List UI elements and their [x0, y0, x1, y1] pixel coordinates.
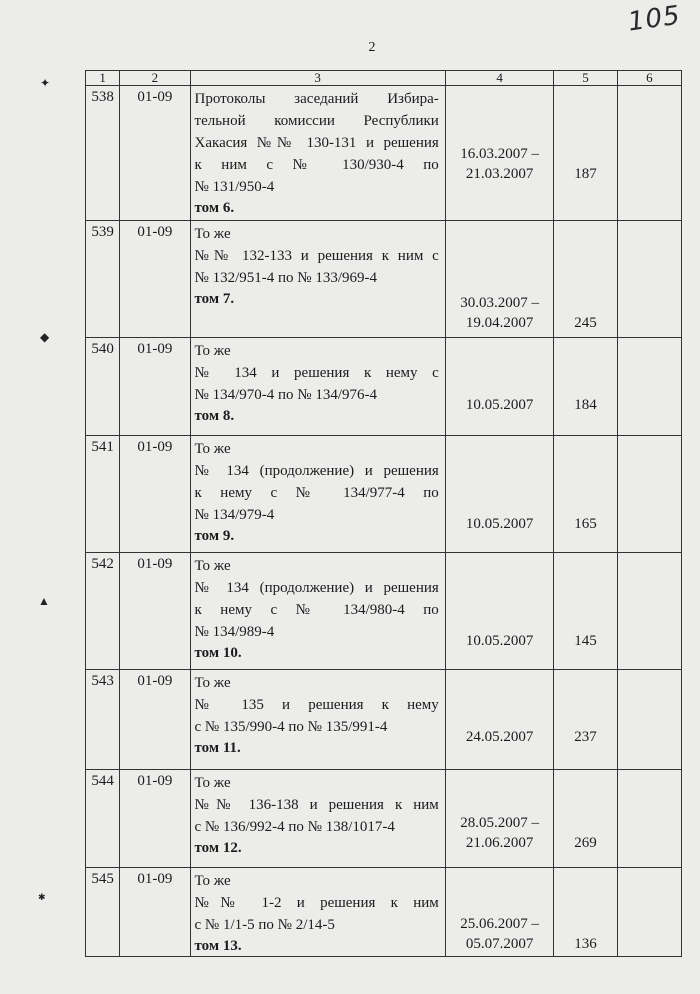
- description-line: Протоколы заседаний Избира-: [194, 91, 439, 107]
- description-line: № 134 (продолжение) и решения: [194, 580, 439, 596]
- record-number: 538: [86, 86, 120, 221]
- page-count-value: 245: [574, 315, 597, 331]
- page-count: [554, 553, 617, 670]
- record-number: 545: [86, 868, 120, 957]
- table-header-row: [86, 71, 682, 86]
- description-line: № 134/970-4 по № 134/976-4: [194, 387, 377, 403]
- page-count-value: 187: [574, 166, 597, 182]
- record-dates: [445, 770, 554, 868]
- record-index: 01-09: [120, 553, 190, 670]
- description-line: №№ 132-133 и решения к ним с: [194, 248, 439, 264]
- description-line: Хакасия №№ 130-131 и решения: [194, 135, 439, 151]
- record-note: [617, 553, 681, 670]
- table-row: [86, 338, 682, 436]
- binding-hole-mark: ✦: [40, 76, 51, 90]
- record-index: 01-09: [120, 770, 190, 868]
- volume-label: том 6.: [194, 200, 235, 216]
- page-count: [554, 868, 617, 957]
- column-header: 5: [554, 71, 617, 86]
- record-number: 542: [86, 553, 120, 670]
- page-count: [554, 770, 617, 868]
- record-note: [617, 338, 681, 436]
- record-description: [190, 436, 445, 553]
- volume-label: том 13.: [194, 938, 242, 954]
- table-row: [86, 553, 682, 670]
- date-line: 28.05.2007 –: [460, 815, 539, 831]
- volume-label: том 11.: [194, 740, 241, 756]
- date-line: 05.07.2007: [465, 936, 534, 952]
- record-index: 01-09: [120, 670, 190, 770]
- table-row: [86, 221, 682, 338]
- record-note: [617, 868, 681, 957]
- record-number: 540: [86, 338, 120, 436]
- record-description: [190, 553, 445, 670]
- date-line: 16.03.2007 –: [460, 146, 539, 162]
- record-number: 543: [86, 670, 120, 770]
- column-header: 4: [445, 71, 554, 86]
- description-line: тельной комиссии Республики: [194, 113, 439, 129]
- description-line: № 135 и решения к нему: [194, 697, 439, 713]
- date-line: 10.05.2007: [465, 516, 534, 532]
- page-count-value: 165: [574, 516, 597, 532]
- binding-hole-mark: ▲: [38, 594, 50, 608]
- page-count: [554, 221, 617, 338]
- record-description: [190, 86, 445, 221]
- table-row: [86, 86, 682, 221]
- date-line: 30.03.2007 –: [460, 295, 539, 311]
- record-number: 544: [86, 770, 120, 868]
- record-number: 541: [86, 436, 120, 553]
- page-count: [554, 338, 617, 436]
- date-line: 10.05.2007: [465, 397, 534, 413]
- date-line: 21.03.2007: [465, 166, 534, 182]
- record-description: [190, 770, 445, 868]
- table-row: [86, 770, 682, 868]
- description-line: № 131/950-4: [194, 179, 275, 195]
- description-line: к ним с № 130/930-4 по: [194, 157, 439, 173]
- record-note: [617, 221, 681, 338]
- table-row: [86, 868, 682, 957]
- binding-hole-mark: ✱: [38, 892, 46, 902]
- date-line: 25.06.2007 –: [460, 916, 539, 932]
- records-table: [85, 70, 682, 957]
- description-line: № 134/979-4: [194, 507, 275, 523]
- record-note: [617, 436, 681, 553]
- description-line: к нему с № 134/977-4 по: [194, 485, 439, 501]
- description-line: с № 136/992-4 по № 138/1017-4: [194, 819, 395, 835]
- description-line: № 132/951-4 по № 133/969-4: [194, 270, 377, 286]
- page-count: [554, 670, 617, 770]
- record-index: 01-09: [120, 436, 190, 553]
- record-note: [617, 86, 681, 221]
- column-header: 3: [190, 71, 445, 86]
- column-header: 1: [86, 71, 120, 86]
- record-dates: [445, 86, 554, 221]
- description-line: № 134 (продолжение) и решения: [194, 463, 439, 479]
- description-line: №№ 1-2 и решения к ним: [194, 895, 439, 911]
- description-line: То же: [194, 675, 231, 691]
- record-index: 01-09: [120, 868, 190, 957]
- record-dates: [445, 553, 554, 670]
- record-dates: [445, 221, 554, 338]
- record-dates: [445, 670, 554, 770]
- page-count-value: 269: [574, 835, 597, 851]
- volume-label: том 10.: [194, 645, 242, 661]
- date-line: 21.06.2007: [465, 835, 534, 851]
- volume-label: том 9.: [194, 528, 235, 544]
- record-number: 539: [86, 221, 120, 338]
- page-count-value: 237: [574, 729, 597, 745]
- handwritten-sheet-number: 105: [626, 0, 683, 38]
- date-line: 10.05.2007: [465, 633, 534, 649]
- volume-label: том 12.: [194, 840, 242, 856]
- description-line: То же: [194, 441, 231, 457]
- record-description: [190, 221, 445, 338]
- page-count-value: 184: [574, 397, 597, 413]
- record-dates: [445, 868, 554, 957]
- description-line: с № 135/990-4 по № 135/991-4: [194, 719, 388, 735]
- record-dates: [445, 338, 554, 436]
- page-count-value: 136: [574, 936, 597, 952]
- description-line: То же: [194, 873, 231, 889]
- record-description: [190, 670, 445, 770]
- description-line: То же: [194, 775, 231, 791]
- record-index: 01-09: [120, 86, 190, 221]
- record-description: [190, 868, 445, 957]
- description-line: № 134/989-4: [194, 624, 275, 640]
- date-line: 24.05.2007: [465, 729, 534, 745]
- date-line: 19.04.2007: [465, 315, 534, 331]
- volume-label: том 8.: [194, 408, 235, 424]
- record-description: [190, 338, 445, 436]
- description-line: То же: [194, 226, 231, 242]
- description-line: То же: [194, 343, 231, 359]
- description-line: То же: [194, 558, 231, 574]
- page-count-value: 145: [574, 633, 597, 649]
- record-index: 01-09: [120, 221, 190, 338]
- record-index: 01-09: [120, 338, 190, 436]
- volume-label: том 7.: [194, 291, 235, 307]
- table-row: [86, 436, 682, 553]
- description-line: к нему с № 134/980-4 по: [194, 602, 439, 618]
- page-number: 2: [368, 40, 376, 55]
- description-line: № 134 и решения к нему с: [194, 365, 439, 381]
- description-line: №№ 136-138 и решения к ним: [194, 797, 439, 813]
- description-line: с № 1/1-5 по № 2/14-5: [194, 917, 335, 933]
- record-dates: [445, 436, 554, 553]
- record-note: [617, 670, 681, 770]
- page-count: [554, 436, 617, 553]
- table-row: [86, 670, 682, 770]
- page-count: [554, 86, 617, 221]
- record-note: [617, 770, 681, 868]
- binding-hole-mark: ◆: [40, 330, 50, 344]
- column-header: 6: [617, 71, 681, 86]
- column-header: 2: [120, 71, 190, 86]
